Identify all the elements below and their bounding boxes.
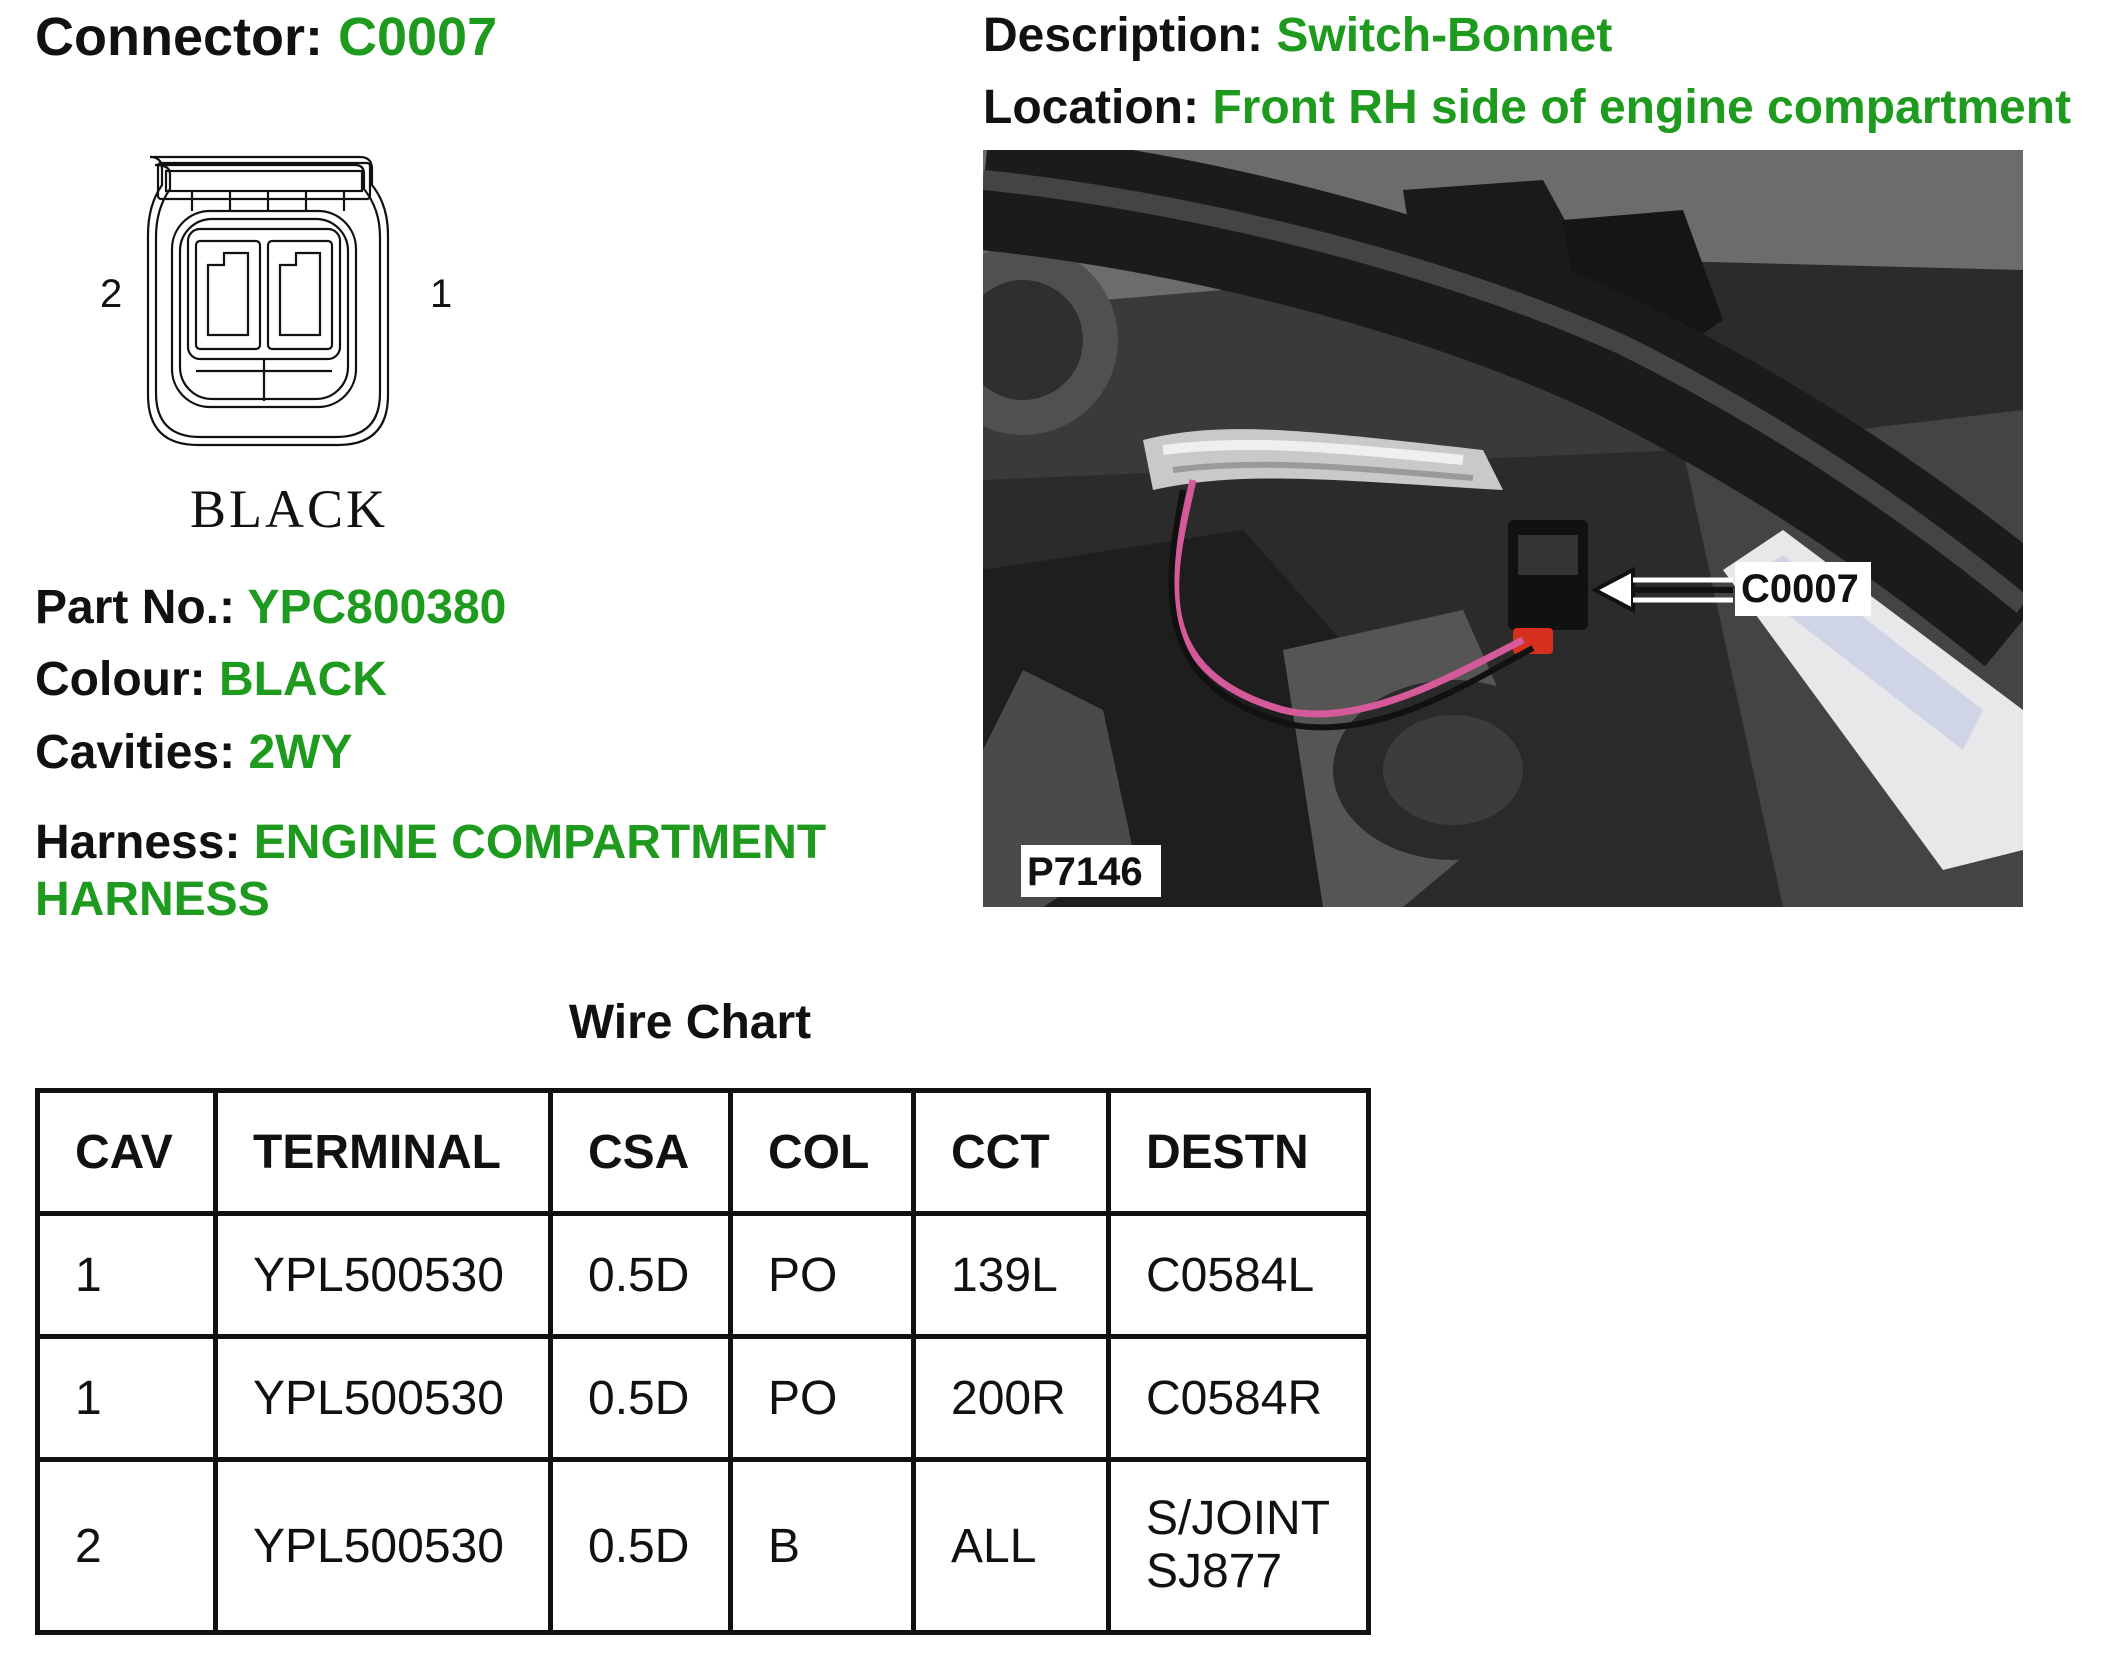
description-value: Switch-Bonnet bbox=[1276, 9, 1613, 62]
wire-chart-header-row bbox=[38, 1091, 1369, 1214]
cell-csa: 0.5D bbox=[551, 1214, 731, 1337]
connector-face-diagram bbox=[100, 145, 500, 555]
table-row bbox=[38, 1337, 1369, 1460]
cavities-value: 2WY bbox=[248, 726, 353, 779]
pin-2-label: 2 bbox=[100, 272, 123, 316]
cell-col: PO bbox=[731, 1214, 914, 1337]
colour-value: BLACK bbox=[218, 653, 387, 706]
connector-value: C0007 bbox=[338, 7, 498, 67]
cell-terminal: YPL500530 bbox=[216, 1214, 551, 1337]
part-no-value: YPC800380 bbox=[247, 581, 507, 634]
part-no-field bbox=[35, 580, 506, 637]
connector-field bbox=[35, 6, 497, 70]
header-col: COL bbox=[731, 1091, 914, 1214]
description-field bbox=[983, 8, 1612, 65]
harness-label: Harness: bbox=[35, 816, 241, 869]
cell-cct: 139L bbox=[914, 1214, 1109, 1337]
colour-label: Colour: bbox=[35, 653, 206, 706]
connector-colour-caption: BLACK bbox=[190, 479, 389, 539]
cell-csa: 0.5D bbox=[551, 1337, 731, 1460]
cell-col: B bbox=[731, 1460, 914, 1633]
cell-destn: C0584R bbox=[1109, 1337, 1369, 1460]
pin-1-label: 1 bbox=[430, 272, 453, 316]
photo-id-label: P7146 bbox=[1027, 850, 1143, 894]
part-no-label: Part No.: bbox=[35, 581, 236, 634]
connector-label: Connector: bbox=[35, 7, 323, 67]
location-field bbox=[983, 80, 2071, 137]
cell-cav: 1 bbox=[38, 1337, 216, 1460]
cell-cct: ALL bbox=[914, 1460, 1109, 1633]
cell-cav: 1 bbox=[38, 1214, 216, 1337]
header-destn: DESTN bbox=[1109, 1091, 1369, 1214]
harness-field bbox=[35, 815, 915, 928]
cavities-field bbox=[35, 725, 352, 782]
cell-destn: C0584L bbox=[1109, 1214, 1369, 1337]
colour-field bbox=[35, 652, 387, 709]
table-row bbox=[38, 1214, 1369, 1337]
photo-callout-label: C0007 bbox=[1741, 567, 1859, 611]
description-label: Description: bbox=[983, 9, 1264, 62]
location-value: Front RH side of engine compartment bbox=[1212, 81, 2072, 134]
header-cav: CAV bbox=[38, 1091, 216, 1214]
wire-chart-title: Wire Chart bbox=[568, 996, 812, 1049]
connector-location-photo bbox=[983, 150, 2023, 907]
cell-cct: 200R bbox=[914, 1337, 1109, 1460]
cavities-label: Cavities: bbox=[35, 726, 236, 779]
location-label: Location: bbox=[983, 81, 1199, 134]
wire-chart-table bbox=[35, 1088, 1371, 1635]
header-terminal: TERMINAL bbox=[216, 1091, 551, 1214]
header-csa: CSA bbox=[551, 1091, 731, 1214]
cell-col: PO bbox=[731, 1337, 914, 1460]
cell-cav: 2 bbox=[38, 1460, 216, 1633]
cell-terminal: YPL500530 bbox=[216, 1460, 551, 1633]
cell-destn: S/JOINT SJ877 bbox=[1109, 1460, 1369, 1633]
harness-value: ENGINE COMPARTMENT HARNESS bbox=[35, 816, 827, 926]
header-cct: CCT bbox=[914, 1091, 1109, 1214]
cell-csa: 0.5D bbox=[551, 1460, 731, 1633]
table-row bbox=[38, 1460, 1369, 1633]
cell-terminal: YPL500530 bbox=[216, 1337, 551, 1460]
